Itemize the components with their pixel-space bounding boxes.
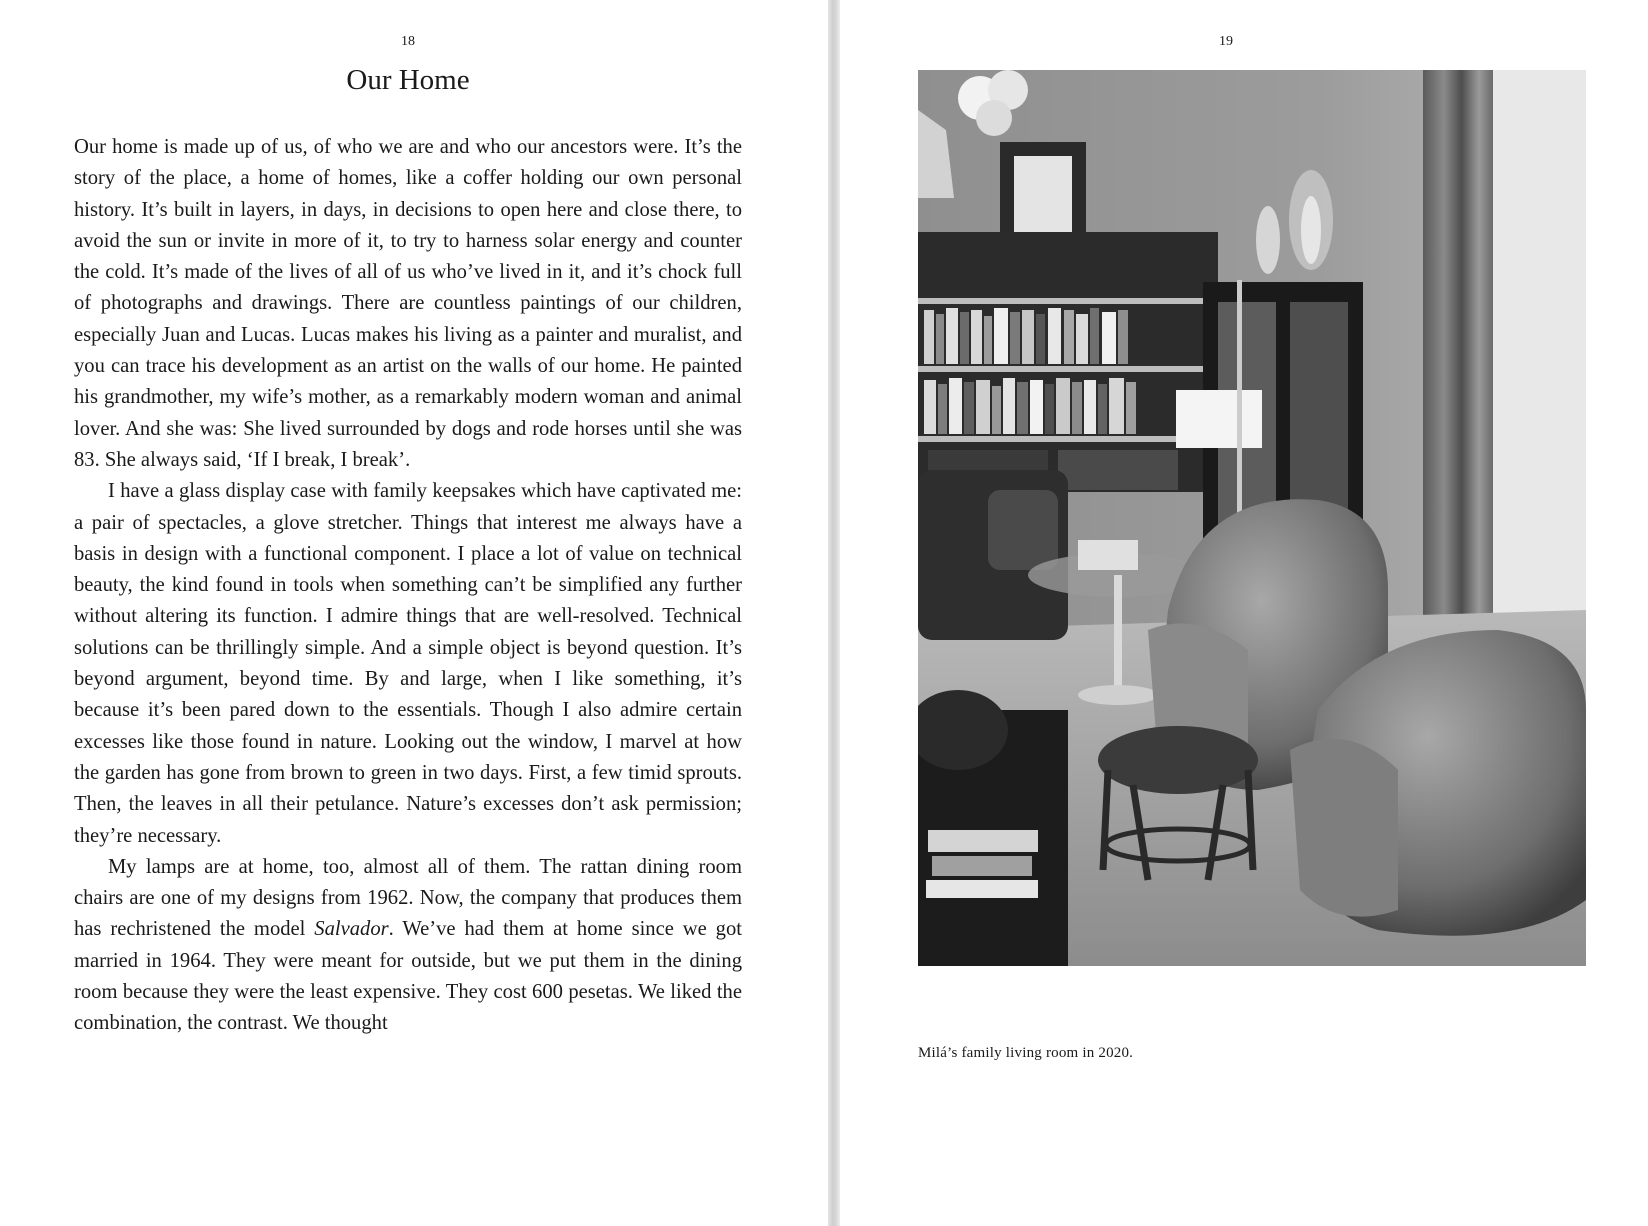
chapter-title: Our Home xyxy=(346,64,470,96)
armchair-arm xyxy=(1290,739,1398,917)
book-stack xyxy=(1078,540,1138,570)
book xyxy=(928,830,1038,852)
table-stem xyxy=(1114,575,1122,695)
shelf-board xyxy=(918,298,1218,304)
paragraph-3-start: My lamps are at home, too, almost all of them. The rattan dining room chairs are one of my designs from 1962. Now, the company that produces them has rechristened the model xyxy=(74,855,742,941)
book xyxy=(932,856,1032,876)
paragraph-3 xyxy=(74,852,742,1040)
paragraph-3-end: . We’ve had them at home since we got married in 1964. They were meant for outside, but we put them in the dining room because they were the least expensive. They cost 600 pesetas. We liked the combination, the contrast. We thought xyxy=(74,918,742,1035)
curtain xyxy=(1423,70,1493,690)
table-base xyxy=(1078,685,1158,705)
window-light xyxy=(1478,70,1586,630)
living-room-photo xyxy=(918,70,1586,966)
model-name-italic: Salvador xyxy=(314,918,389,941)
page-number-right: 19 xyxy=(1219,34,1233,49)
shelf-board xyxy=(918,366,1218,372)
floor-lamp-shade xyxy=(1176,390,1262,448)
artwork-canvas xyxy=(1014,156,1072,232)
stool-seat xyxy=(1098,726,1258,794)
living-room-illustration xyxy=(918,70,1586,966)
paragraph-1: Our home is made up of us, of who we are and who our ancestors were. It’s the story of the place, a home of homes, like a coffer holding our own personal history. It’s built in layers, in days, in decisions to open here and close there, to avoid the sun or invite in more of it, to try to harness solar energy and counter the cold. It’s made of the lives of all of us who’ve lived in it, and it’s chock full of photographs and drawings. There are countless paintings of our children, especially Juan and Lucas. Lucas makes his living as a painter and muralist, and you can trace his development as an artist on the walls of our home. He painted his grandmother, my wife’s mother, as a remarkably modern woman and animal lover. And she was: She lived surrounded by dogs and rode horses until she was 83. She always said, ‘If I break, I break’. xyxy=(74,136,742,471)
figurine xyxy=(1256,206,1280,274)
book xyxy=(926,880,1038,898)
body-text xyxy=(74,132,742,1040)
sofa-cushion xyxy=(988,490,1058,570)
globe-lamp xyxy=(976,100,1012,136)
figurine xyxy=(1301,196,1321,264)
right-page xyxy=(840,0,1648,1226)
paragraph-2: I have a glass display case with family keepsakes which have captivated me: a pair of spectacles, a glove stretcher. Things that interest me always have a basis in design with a functional component. I place a lot of value on technical beauty, the kind found in tools when something can’t be simplified any further without altering its function. I admire things that are well-resolved. Technical solutions can be thrillingly simple. And a simple object is beyond question. It’s beyond argument, beyond time. By and large, when I like something, it’s because it’s been pared down to the essentials. Though I also admire certain excesses like those found in nature. Looking out the window, I marvel at how the garden has gone from brown to green in two days. First, a few timid sprouts. Then, the leaves in all their petulance. Nature’s excesses don’t ask permission; they’re necessary. xyxy=(74,480,742,847)
shelf-board xyxy=(918,436,1218,442)
page-number-left: 18 xyxy=(401,34,415,49)
book-gutter xyxy=(828,0,840,1226)
photo-caption: Milá’s family living room in 2020. xyxy=(918,1045,1134,1061)
